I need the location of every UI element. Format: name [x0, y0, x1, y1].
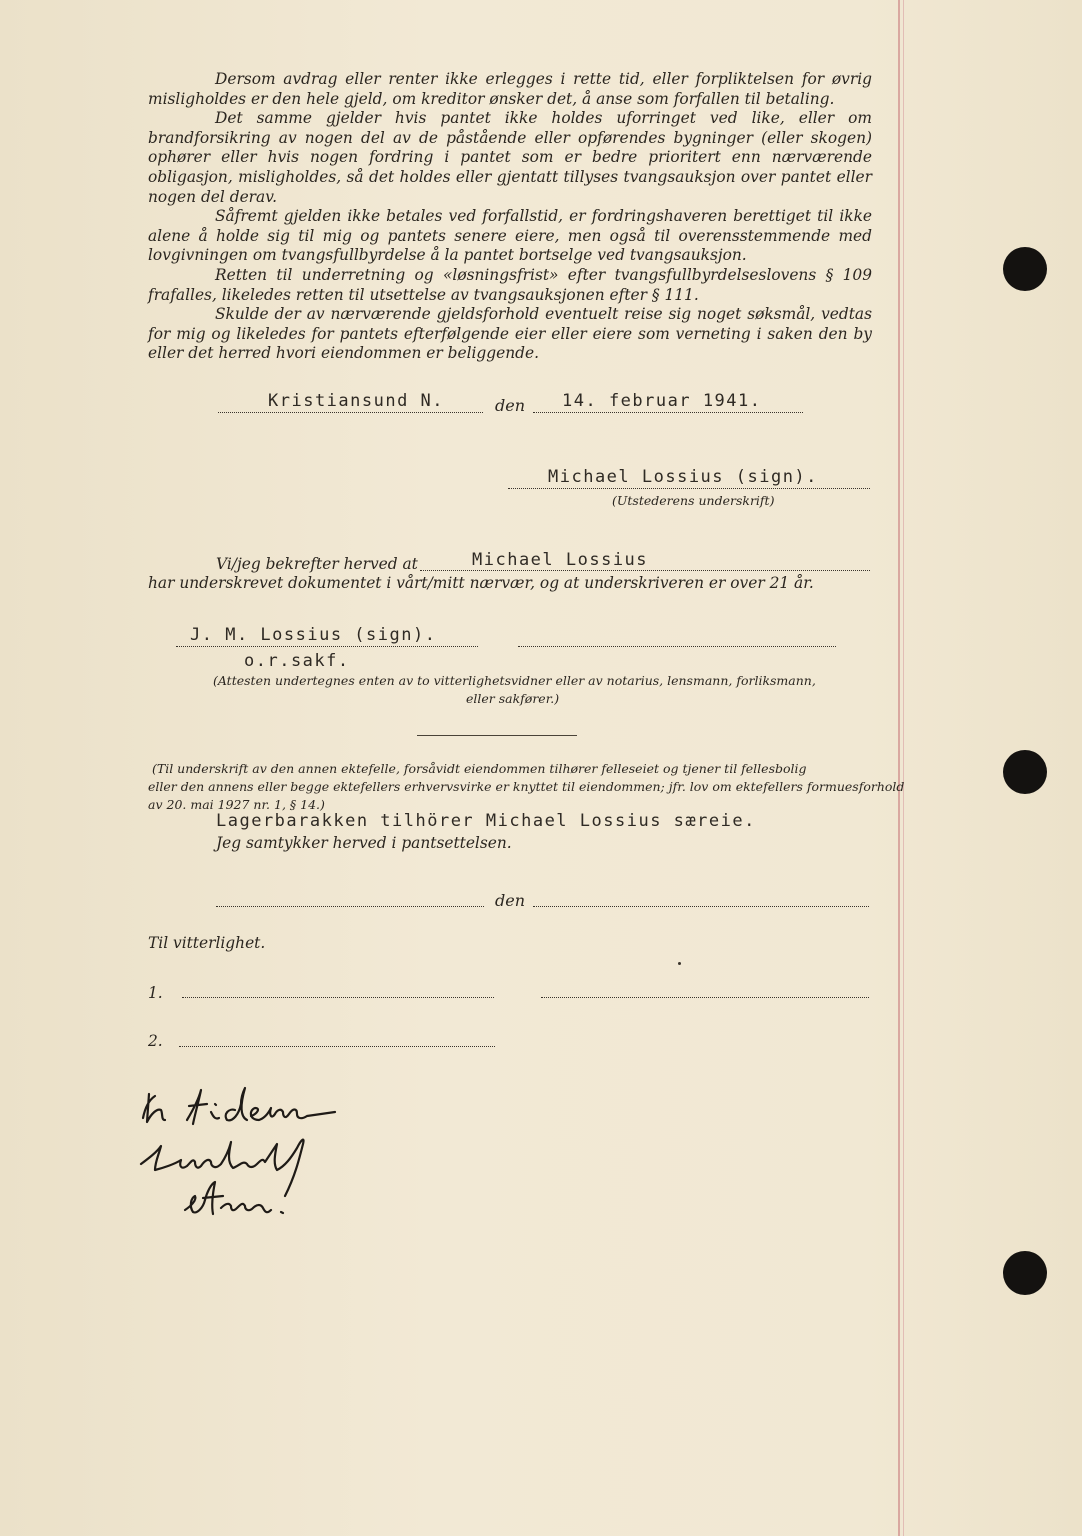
witness-1-second-dotline	[541, 997, 869, 998]
attestation-note-line1: (Attesten undertegnes enten av to vitterlighetsvidner eller av notarius, lensmann, forliksmann,	[213, 673, 816, 688]
typed-statement: Lagerbarakken tilhörer Michael Lossius særeie.	[216, 811, 756, 831]
date-value: 14. februar 1941.	[562, 391, 762, 411]
attestation-note-line2: eller sakfører.)	[466, 691, 560, 706]
witness-signature-dotline	[176, 646, 478, 647]
ink-speck	[678, 962, 681, 965]
spouse-note-line2: eller den annens eller begge ektefellers erhvervsvirke er knyttet til eiendommen; jfr. lov om ektefellers formuesforhold	[148, 779, 905, 794]
punch-hole	[1003, 750, 1047, 794]
witness-title: o.r.sakf.	[244, 651, 350, 671]
issuer-signature-dotline	[508, 488, 870, 489]
witness-number-2: 2.	[148, 1032, 163, 1050]
witness-number-1: 1.	[148, 984, 163, 1002]
spouse-note-line1: (Til underskrift av den annen ektefelle, forsåvidt eiendommen tilhører felleseiet og tjener til fellesbolig	[152, 761, 807, 776]
den-label: den	[495, 396, 526, 415]
clause-default: Dersom avdrag eller renter ikke erlegges i rette tid, eller forpliktelsen for øvrig misligholdes er den hele gjeld, om kreditor ønsker det, å anse som forfallen til betaling.	[148, 70, 872, 108]
issuer-caption: (Utstederens underskrift)	[612, 493, 775, 508]
spouse-note-line3: av 20. mai 1927 nr. 1, § 14.)	[148, 797, 325, 812]
punch-hole	[1003, 247, 1047, 291]
date-dotline	[533, 412, 803, 413]
attestation-text: har underskrevet dokumentet i vårt/mitt nærvær, og at underskriveren er over 21 år.	[148, 574, 814, 592]
attestation-prefix: Vi/jeg bekrefter herved at	[216, 555, 418, 573]
place-dotline	[218, 412, 483, 413]
witness-1-dotline	[182, 997, 494, 998]
spouse-date-dotline	[533, 906, 869, 907]
margin-line	[898, 0, 900, 1536]
second-witness-dotline	[518, 646, 836, 647]
attestation-name-dotline	[420, 570, 870, 571]
issuer-signature: Michael Lossius (sign).	[548, 467, 818, 487]
section-divider	[417, 735, 577, 736]
witness-signature: J. M. Lossius (sign).	[190, 625, 437, 645]
clause-security: Det samme gjelder hvis pantet ikke holdes uforringet ved like, eller om brandforsikring av nogen del av de påstående eller opførendes bygninger (eller skogen) ophører eller hvis nogen fordring i pantet som er bedre prioritert enn nærværende obligasjon, misligholdes, så det holdes eller gjentatt tillyses tvangsauksjon over pantet eller nogen del derav.	[148, 109, 872, 206]
witness-2-dotline	[179, 1046, 495, 1047]
clause-notice: Retten til underretning og «løsningsfrist» efter tvangsfullbyrdelseslovens § 109 frafalles, likeledes retten til utsettelse av tvangsauksjonen efter § 111.	[148, 265, 872, 304]
place-value: Kristiansund N.	[268, 391, 445, 411]
clause-venue: Skulde der av nærværende gjeldsforhold eventuelt reise sig noget søksmål, vedtas for mig og likeledes for pantets efterfølgende eier eller eiere som verneting i saken den by eller det herred hvori eiendommen er beliggende.	[148, 305, 872, 363]
punch-hole	[1003, 1251, 1047, 1295]
clause-auction: Såfremt gjelden ikke betales ved forfallstid, er fordringshaveren berettiget til ikke alene å holde sig til mig og pantets senere eiere, men også til overensstemmende med lovgivningen om tvangsfullbyrdelse å la pantet bortselge ved tvangsauksjon.	[148, 207, 872, 265]
terms-text	[148, 70, 872, 364]
spouse-den-label: den	[495, 891, 526, 910]
handwritten-note	[135, 1080, 365, 1230]
spouse-place-dotline	[216, 906, 484, 907]
consent-text: Jeg samtykker herved i pantsettelsen.	[216, 834, 512, 852]
attestation-name: Michael Lossius	[472, 550, 649, 570]
margin-line-secondary	[903, 0, 904, 1536]
witness-label: Til vitterlighet.	[148, 934, 266, 952]
